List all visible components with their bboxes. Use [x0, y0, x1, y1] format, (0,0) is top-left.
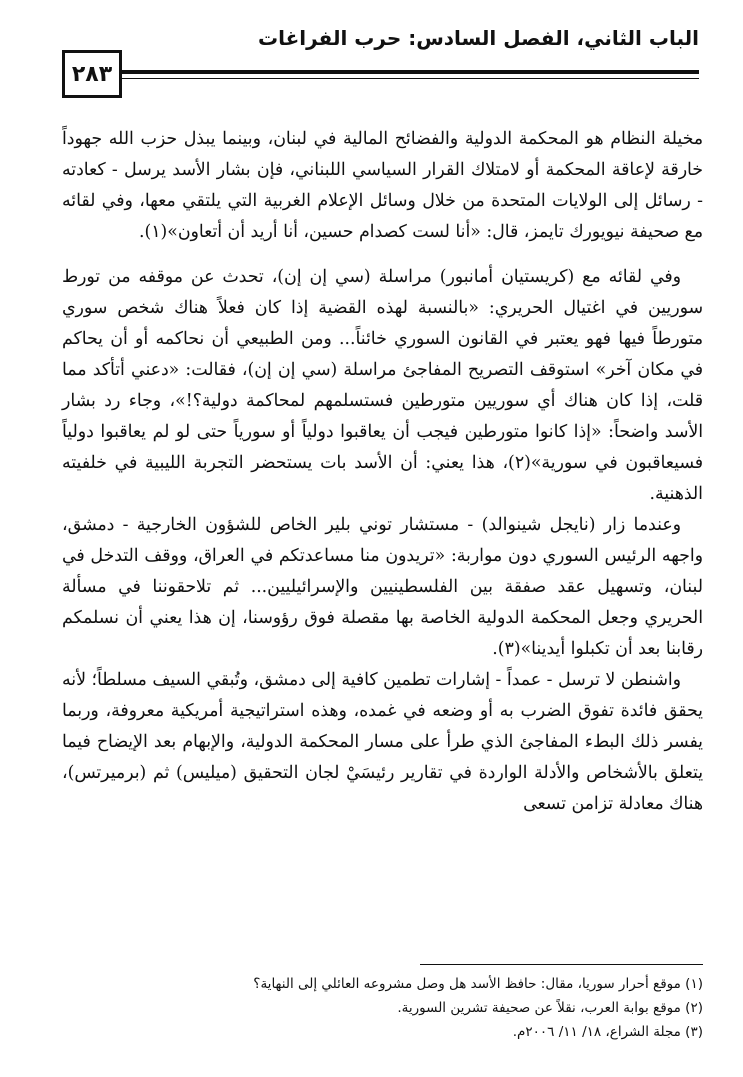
- paragraph-2: وفي لقائه مع (كريستيان أمانبور) مراسلة (سي إن إن)، تحدث عن موقفه من تورط سوريين في اغتيال الحريري: «بالنسبة لهذه القضية إذا كان فعلاً هناك شخص سوري متورطاً فيها فهو يعتبر في القانون السوري خائناً... ومن الطبيعي أن نحاكمه أو أن يحاكم في مكان آخر» استوقف التصريح المفاجئ مراسلة (سي إن إن)، فقالت: «دعني أتأكد مما قلت، إذا كان هناك أي سوريين متورطين فستسلمهم لمحاكمة دولية؟!»، وجاء رد بشار الأسد واضحاً: «إذا كانوا متورطين فيجب أن يعاقبوا دولياً أو سورياً حتى لو لم يعاقبوا دولياً فسيعاقبون في سورية»(٢)، هذا يعني: أن الأسد بات يستحضر التجربة الليبية في خلفيته الذهنية.: [62, 267, 704, 504]
- running-title: الباب الثاني، الفصل السادس: حرب الفراغات: [257, 26, 699, 50]
- footnote-3: (٣) مجلة الشراع، ١٨/ ١١/ ٢٠٠٦م.: [512, 1024, 703, 1040]
- footnotes: [60, 972, 703, 1044]
- header-rule: [122, 70, 699, 74]
- page-number: ٢٨٣: [62, 50, 122, 98]
- paragraph-4: واشنطن لا ترسل - عمداً - إشارات تطمين كافية إلى دمشق، وتُبقي السيف مسلطاً؛ لأنه يحقق فائدة تفوق الضرب به أو وضعه في غمده، وهذه استراتيجية أمريكية معروفة، وربما يفسر ذلك البطء المفاجئ الذي طرأ على مسار المحكمة الدولية، والإبهام بعد الإيضاح فيما يتعلق بالأشخاص والأدلة الواردة في تقارير رئيسَيْ لجان التحقيق (ميليس) ثم (برميرتس)، هناك معادلة تزامن تسعى: [62, 670, 703, 814]
- paragraph-1: مخيلة النظام هو المحكمة الدولية والفضائح المالية في لبنان، وبينما يبذل حزب الله جهوداً خارقة لإعاقة المحكمة أو لامتلاك القرار السياسي اللبناني، فإن بشار الأسد يرسل - كعادته - رسائل إلى الولايات المتحدة من خلال وسائل الإعلام الغربية التي يلتقي معها، وفي لقائه مع صحيفة نيويورك تايمز، قال: «أنا لست كصدام حسين، أنا أريد أن أتعاون»(١).: [62, 129, 703, 242]
- footnote-1: (١) موقع أحرار سوريا، مقال: حافظ الأسد هل وصل مشروعه العائلي إلى النهاية؟: [253, 976, 703, 992]
- footnote-rule: [420, 964, 703, 965]
- footnote-2: (٢) موقع بوابة العرب، نقلاً عن صحيفة تشرين السورية.: [397, 1000, 703, 1016]
- paragraph-3: وعندما زار (نايجل شينوالد) - مستشار توني بلير الخاص للشؤون الخارجية - دمشق، واجهه الرئيس السوري دون مواربة: «تريدون منا مساعدتكم في العراق، ووقف التدخل في لبنان، وتسهيل عقد صفقة بين الفلسطينيين والإسرائيليين... ثم تلاحقوننا في مسألة الحريري وجعل المحكمة الدولية الخاصة بها مقصلة فوق رؤوسنا، إن هذا يعني أن نسلمكم رقابنا بعد أن تكبلوا أيدينا»(٣).: [62, 515, 703, 659]
- body-text: [62, 124, 703, 820]
- header-rule-thin: [122, 78, 699, 79]
